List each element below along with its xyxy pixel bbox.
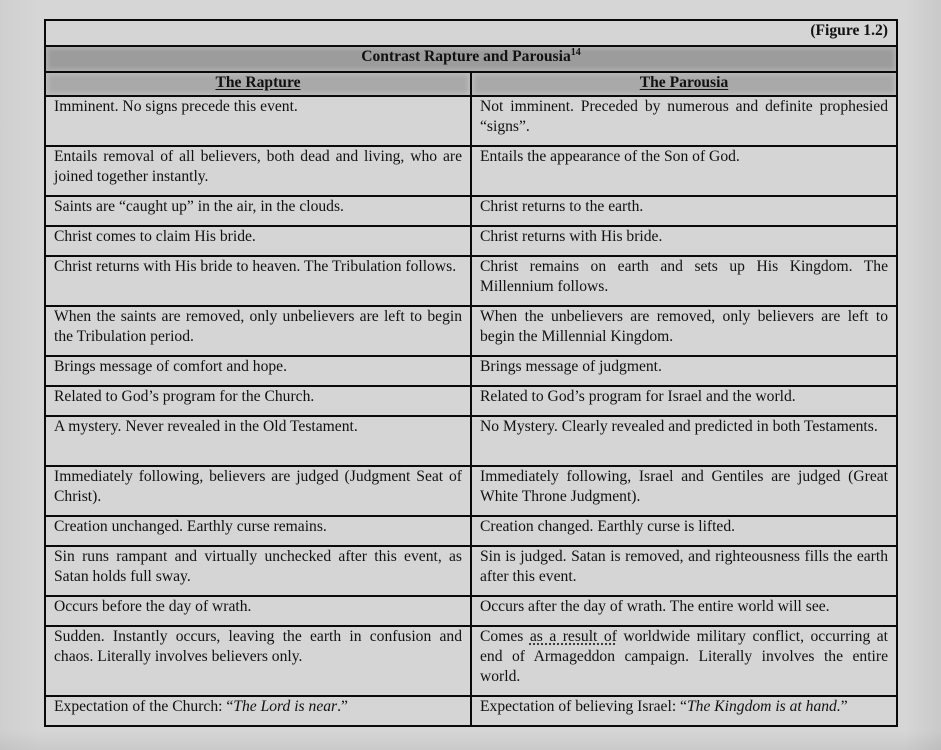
parousia-text: ” xyxy=(840,698,848,715)
table-row xyxy=(45,96,897,146)
rapture-quote: The Lord is near xyxy=(233,698,338,715)
comparison-table xyxy=(44,19,898,727)
parousia-cell: Creation changed. Earthly curse is lifted. xyxy=(471,516,897,546)
parousia-cell: When the unbelievers are removed, only believers are left to begin the Millennial Kingdom. xyxy=(471,306,897,356)
rapture-cell: When the saints are removed, only unbelievers are left to begin the Tribulation period. xyxy=(45,306,471,356)
rapture-cell xyxy=(45,696,471,726)
table-row xyxy=(45,416,897,466)
table-row xyxy=(45,466,897,516)
table-row xyxy=(45,626,897,696)
parousia-cell: Entails the appearance of the Son of God. xyxy=(471,146,897,196)
table-row xyxy=(45,596,897,626)
parousia-cell: Christ returns to the earth. xyxy=(471,196,897,226)
table-row xyxy=(45,256,897,306)
parousia-cell xyxy=(471,696,897,726)
table-row xyxy=(45,146,897,196)
parousia-quote: The Kingdom is at hand. xyxy=(686,698,841,715)
parousia-cell: Sin is judged. Satan is removed, and righteousness fills the earth after this event. xyxy=(471,546,897,596)
rapture-cell: Sin runs rampant and virtually unchecked after this event, as Satan holds full sway. xyxy=(45,546,471,596)
table-title xyxy=(45,46,897,72)
table-row xyxy=(45,696,897,726)
parousia-cell: No Mystery. Clearly revealed and predicted in both Testaments. xyxy=(471,416,897,466)
parousia-cell: Related to God’s program for Israel and the world. xyxy=(471,386,897,416)
rapture-cell: Christ comes to claim His bride. xyxy=(45,226,471,256)
parousia-text: Expectation of believing Israel: “ xyxy=(480,698,687,715)
rapture-cell: Imminent. No signs precede this event. xyxy=(45,96,471,146)
rapture-cell: A mystery. Never revealed in the Old Testament. xyxy=(45,416,471,466)
column-header-parousia xyxy=(471,72,897,96)
rapture-cell: Occurs before the day of wrath. xyxy=(45,596,471,626)
dotted-underlined-phrase: as a result of xyxy=(529,628,617,645)
parousia-cell: Immediately following, Israel and Gentiles are judged (Great White Throne Judgment). xyxy=(471,466,897,516)
rapture-cell: Christ returns with His bride to heaven. The Tribulation follows. xyxy=(45,256,471,306)
table-title-text: Contrast Rapture and Parousia xyxy=(361,48,571,65)
table-row xyxy=(45,226,897,256)
rapture-cell: Immediately following, believers are judged (Judgment Seat of Christ). xyxy=(45,466,471,516)
parousia-cell: Occurs after the day of wrath. The entire world will see. xyxy=(471,596,897,626)
page-bottom-shadow xyxy=(0,730,941,750)
parousia-text: worldwide military conflict, occurring at end of Armageddon campaign. Literally involves the entire world. xyxy=(480,628,888,685)
column-header-rapture xyxy=(45,72,471,96)
rapture-cell: Brings message of comfort and hope. xyxy=(45,356,471,386)
parousia-cell: Brings message of judgment. xyxy=(471,356,897,386)
table-row xyxy=(45,196,897,226)
rapture-cell: Entails removal of all believers, both dead and living, who are joined together instantly. xyxy=(45,146,471,196)
parousia-text: Comes xyxy=(480,628,530,645)
rapture-text: .” xyxy=(337,698,348,715)
figure-label: (Figure 1.2) xyxy=(45,20,897,46)
parousia-cell: Not imminent. Preceded by numerous and definite prophesied “signs”. xyxy=(471,96,897,146)
parousia-cell: Christ remains on earth and sets up His Kingdom. The Millennium follows. xyxy=(471,256,897,306)
table-row xyxy=(45,516,897,546)
table-row xyxy=(45,386,897,416)
column-header-parousia-text: The Parousia xyxy=(639,74,729,91)
rapture-cell: Related to God’s program for the Church. xyxy=(45,386,471,416)
parousia-cell xyxy=(471,626,897,696)
column-header-rapture-text: The Rapture xyxy=(215,74,301,91)
table-row xyxy=(45,356,897,386)
table-row xyxy=(45,306,897,356)
footnote-marker: 14 xyxy=(570,47,581,58)
parousia-cell: Christ returns with His bride. xyxy=(471,226,897,256)
rapture-cell: Creation unchanged. Earthly curse remains. xyxy=(45,516,471,546)
rapture-text: Expectation of the Church: “ xyxy=(54,698,234,715)
rapture-cell: Sudden. Instantly occurs, leaving the earth in confusion and chaos. Literally involves believers only. xyxy=(45,626,471,696)
table-row xyxy=(45,546,897,596)
rapture-cell: Saints are “caught up” in the air, in the clouds. xyxy=(45,196,471,226)
